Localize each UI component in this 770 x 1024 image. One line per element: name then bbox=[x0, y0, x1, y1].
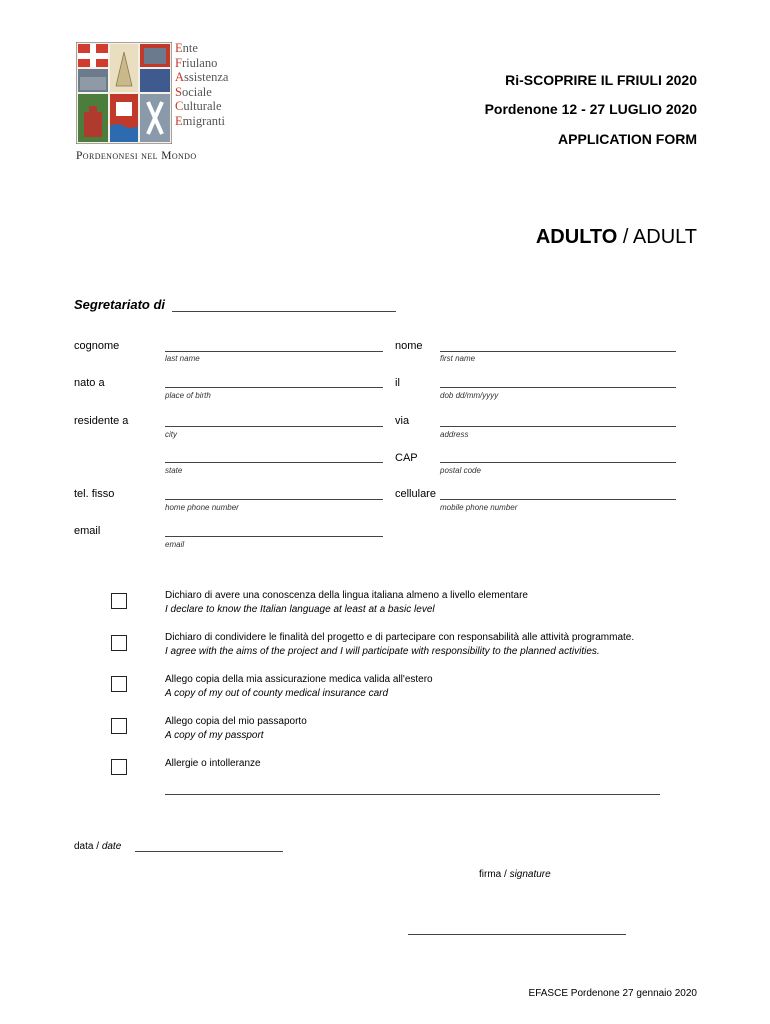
first-name-hint: first name bbox=[440, 354, 476, 363]
declaration-project-aims bbox=[165, 631, 634, 659]
logo-word: Ente bbox=[175, 41, 198, 55]
checkbox-medical-insurance[interactable] bbox=[111, 676, 127, 692]
last-name-field[interactable] bbox=[165, 351, 383, 352]
place-of-birth-field[interactable] bbox=[165, 387, 383, 388]
signature-label: firma / signature bbox=[479, 869, 551, 880]
city-hint: city bbox=[165, 430, 177, 439]
postal-code-hint: postal code bbox=[440, 466, 481, 475]
cellulare-label: cellulare bbox=[395, 488, 436, 500]
logo-subtitle: Pordenonesi nel Mondo bbox=[76, 150, 197, 162]
address-field[interactable] bbox=[440, 426, 676, 427]
state-hint: state bbox=[165, 466, 183, 475]
logo-word: Assistenza bbox=[175, 70, 229, 85]
declaration-passport bbox=[165, 715, 307, 743]
mobile-phone-hint: mobile phone number bbox=[440, 503, 518, 512]
cognome-label: cognome bbox=[74, 340, 120, 352]
logo-wordmark bbox=[175, 41, 228, 129]
address-hint: address bbox=[440, 430, 469, 439]
residente-label: residente a bbox=[74, 415, 129, 427]
via-label: via bbox=[395, 415, 410, 427]
segretariato-label: Segretariato di bbox=[74, 297, 166, 312]
nato-label: nato a bbox=[74, 377, 105, 389]
logo-word: Friulano bbox=[175, 55, 218, 70]
place-of-birth-hint: place of birth bbox=[165, 391, 211, 400]
date-field[interactable] bbox=[135, 851, 283, 852]
postal-code-field[interactable] bbox=[440, 462, 676, 463]
cap-label: CAP bbox=[395, 452, 418, 464]
allergies-field[interactable] bbox=[165, 794, 660, 795]
declaration-allergies bbox=[165, 757, 261, 771]
declaration-it-text: Dichiaro di condividere le finalità del progetto e di partecipare con responsabilità alle attività programmate. bbox=[165, 632, 635, 643]
form-title: APPLICATION FORM bbox=[558, 131, 697, 147]
nome-label: nome bbox=[395, 340, 423, 352]
footer-text: EFASCE Pordenone 27 gennaio 2020 bbox=[528, 988, 697, 999]
home-phone-hint: home phone number bbox=[165, 503, 239, 512]
logo-word: Culturale bbox=[175, 99, 222, 114]
last-name-hint: last name bbox=[165, 354, 200, 363]
il-label: il bbox=[395, 377, 400, 389]
email-hint: email bbox=[165, 540, 185, 549]
efasce-logo-icon bbox=[76, 42, 172, 144]
declaration-medical-insurance bbox=[165, 673, 433, 701]
declaration-en-text: I agree with the aims of the project and I will participate with responsibility to the planned activities. bbox=[165, 646, 600, 657]
declaration-en-text: A copy of my out of county medical insurance card bbox=[165, 688, 389, 699]
logo-word: Sociale bbox=[175, 84, 212, 99]
logo-word: Emigranti bbox=[175, 113, 225, 128]
date-label: data / date bbox=[74, 841, 122, 852]
dob-hint: dob dd/mm/yyyy bbox=[440, 391, 499, 400]
declaration-it-text: Allergie o intolleranze bbox=[165, 758, 261, 769]
declaration-en-text: I declare to know the Italian language at least at a basic level bbox=[165, 604, 435, 615]
home-phone-field[interactable] bbox=[165, 499, 383, 500]
checkbox-allergies[interactable] bbox=[111, 759, 127, 775]
declaration-it-text: Allego copia del mio passaporto bbox=[165, 716, 307, 727]
dob-field[interactable] bbox=[440, 387, 676, 388]
city-field[interactable] bbox=[165, 426, 383, 427]
signature-field[interactable] bbox=[408, 934, 626, 935]
email-label: email bbox=[74, 525, 101, 537]
declaration-en-text: A copy of my passport bbox=[165, 730, 264, 741]
declaration-it-text: Dichiaro di avere una conoscenza della lingua italiana almeno a livello elementare bbox=[165, 590, 528, 601]
state-field[interactable] bbox=[165, 462, 383, 463]
checkbox-italian-language[interactable] bbox=[111, 593, 127, 609]
declaration-it-text: Allego copia della mia assicurazione medica valida all'estero bbox=[165, 674, 433, 685]
tel-label: tel. fisso bbox=[74, 488, 115, 500]
segretariato-field[interactable] bbox=[172, 311, 396, 312]
event-dates: Pordenone 12 - 27 LUGLIO 2020 bbox=[484, 101, 697, 117]
mobile-phone-field[interactable] bbox=[440, 499, 676, 500]
declaration-italian-language bbox=[165, 589, 528, 617]
checkbox-project-aims[interactable] bbox=[111, 635, 127, 651]
first-name-field[interactable] bbox=[440, 351, 676, 352]
event-title: Ri-SCOPRIRE IL FRIULI 2020 bbox=[505, 72, 697, 88]
category-heading: ADULTO / ADULT bbox=[535, 226, 697, 248]
checkbox-passport[interactable] bbox=[111, 718, 127, 734]
email-field[interactable] bbox=[165, 536, 383, 537]
